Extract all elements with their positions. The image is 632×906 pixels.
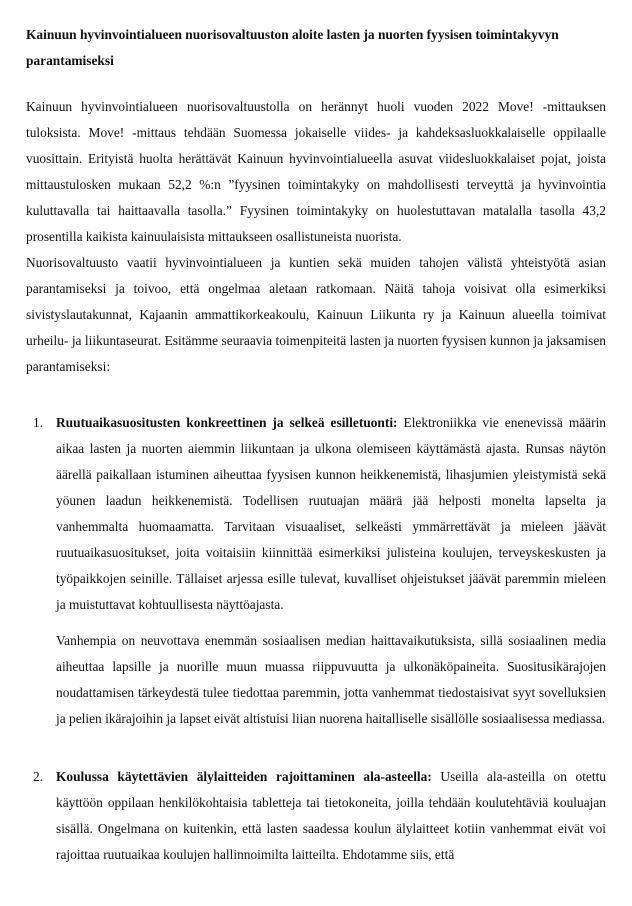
list-item-number: 2. <box>33 769 44 784</box>
list-item <box>26 764 606 868</box>
document-title: Kainuun hyvinvointialueen nuorisovaltuuston aloite lasten ja nuorten fyysisen toimintakyvyn parantamiseksi <box>26 27 559 68</box>
list-item-number: 1. <box>33 415 44 430</box>
list-item <box>26 410 606 732</box>
intro-paragraph-2: Nuorisovaltuusto vaatii hyvinvointialueen ja kuntien sekä muiden tahojen välistä yhteistyötä asian parantamiseksi ja toivoo, että ongelmaa aletaan ratkomaan. Näitä tahoja voisivat olla esimerkiksi sivistyslautakunnat, Kajaanin ammattikorkeakoulu, Kainuun Liikunta ry ja Kainuun alueella toimivat urheilu- ja liikuntaseurat. Esitämme seuraavia toimenpiteitä lasten ja nuorten fyysisen kunnon ja jaksamisen parantamiseksi: <box>26 255 606 374</box>
list-item-text: Useilla ala-asteilla on otettu käyttöön oppilaan henkilökohtaisia tabletteja tai tietokoneita, joilla tehdään koulutehtäviä kouluajan sisällä. Ongelmana on kuitenkin, että lasten saadessa koulun älylaitteet kotiin vanhemmat eivät voi rajoittaa ruutuaikaa koulujen hallinnoimilta laitteilta. Ehdotamme siis, että <box>56 769 606 862</box>
list-item-heading: Koulussa käytettävien älylaitteiden rajoittaminen ala-asteella: <box>56 769 432 784</box>
list-item-body <box>56 764 606 868</box>
list-item-body <box>56 410 606 618</box>
list-item-heading: Ruutuaikasuositusten konkreettinen ja selkeä esilletuonti: <box>56 415 398 430</box>
list-item-extra-paragraph: Vanhempia on neuvottava enemmän sosiaalisen median haittavaikutuksista, sillä sosiaalinen media aiheuttaa lapsille ja nuorille muun muassa riippuvuutta ja ulkonäköpaineita. Suositusikärajojen noudattamisen tärkeydestä tulee tiedottaa paremmin, jotta vanhemmat tiedostaisivat syyt sovelluksien ja pelien ikärajoihin ja lapset eivät altistuisi liian nuorena haitalliselle sisällölle sosiaalisessa mediassa. <box>56 633 606 726</box>
list-item-text: Elektroniikka vie enenevissä määrin aikaa lasten ja nuorten aiemmin liikuntaan ja ulkona olemiseen käyttämästä ajasta. Runsas näytön äärellä paikallaan istuminen aiheuttaa fyysisen kunnon heikkenemistä, lihasjumien yleistymistä sekä yöunen laadun heikkenemistä. Todellisen ruutuajan määrä jää helposti monelta lapselta ja vanhemmalta huomaamatta. Tarvitaan visuaaliset, selkeästi ymmärrettävät ja mieleen jäävät ruutuaikasuositukset, joita voitaisiin kiinnittää esimerkiksi julisteina koulujen, terveyskeskusten ja työpaikkojen seinille. Tällaiset arjessa esille tulevat, kuvalliset ohjeistukset jäävät paremmin mieleen ja muistuttavat kohtuullisesta näyttöajasta. <box>56 415 606 612</box>
intro-paragraph-1: Kainuun hyvinvointialueen nuorisovaltuustolla on herännyt huoli vuoden 2022 Move! -mittauksen tuloksista. Move! -mittaus tehdään Suomessa jokaiselle viides- ja kahdeksasluokkalaiselle oppilaalle vuosittain. Erityistä huolta herättävät Kainuun hyvinvointialueella asuvat viidesluokkalaiset pojat, joista mittaustulosken mukaan 52,2 %:n ”fyysinen toimintakyky on mahdollisesti terveyttä ja hyvinvointia kuluttavalla tai haittaavalla tasolla.” Fyysinen toimintakyky on huolestuttavan matalalla tasolla 43,2 prosentilla kaikista kainuulaisista mittaukseen osallistuneista nuorista. <box>26 99 606 244</box>
proposal-list <box>26 410 606 868</box>
